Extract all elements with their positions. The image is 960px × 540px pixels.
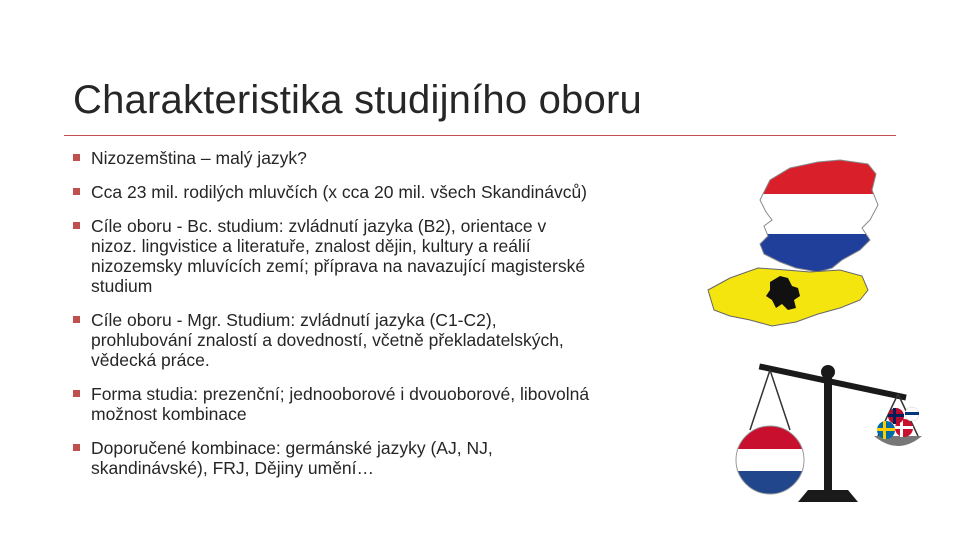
netherlands-flanders-map-icon: [700, 150, 900, 350]
bullet-text: Forma studia: prezenční; jednooborové i dvouoborové, libovolná možnost kombinace: [91, 384, 590, 424]
balance-scale-icon: [728, 352, 928, 512]
dutch-flag-ball-icon: [736, 426, 804, 495]
bullet-item: [73, 148, 593, 168]
bullet-text: Cca 23 mil. rodilých mluvčích (x cca 20 mil. všech Skandinávců): [91, 182, 588, 202]
bullet-marker: [73, 154, 80, 161]
bullet-item: [73, 310, 593, 370]
bullet-item: [73, 384, 593, 424]
bullet-text: Cíle oboru - Bc. studium: zvládnutí jazyka (B2), orientace v nizoz. lingvistice a literatuře, znalost dějin, kultury a reálií nizozemsky mluvících zemí; příprava na navazující magisterské studium: [91, 216, 586, 296]
bullet-item: [73, 182, 593, 202]
title-divider: [64, 135, 896, 136]
bullet-text: Cíle oboru - Mgr. Studium: zvládnutí jazyka (C1-C2), prohlubování znalostí a dovedností, včetně překladatelských, vědecká práce.: [91, 310, 564, 370]
bullet-text: Doporučené kombinace: germánské jazyky (AJ, NJ, skandinávské), FRJ, Dějiny umění…: [91, 438, 493, 478]
netherlands-flag-shape: [740, 150, 900, 284]
bullet-marker: [73, 222, 80, 229]
bullet-list: [73, 148, 593, 492]
bullet-item: [73, 216, 593, 296]
bullet-marker: [73, 444, 80, 451]
bullet-marker: [73, 316, 80, 323]
scandinavian-flags-pan-icon: [874, 407, 922, 446]
bullet-marker: [73, 188, 80, 195]
bullet-text: Nizozemština – malý jazyk?: [91, 148, 307, 168]
bullet-item: [73, 438, 593, 478]
bullet-marker: [73, 390, 80, 397]
slide-title: Charakteristika studijního oboru: [73, 78, 642, 122]
